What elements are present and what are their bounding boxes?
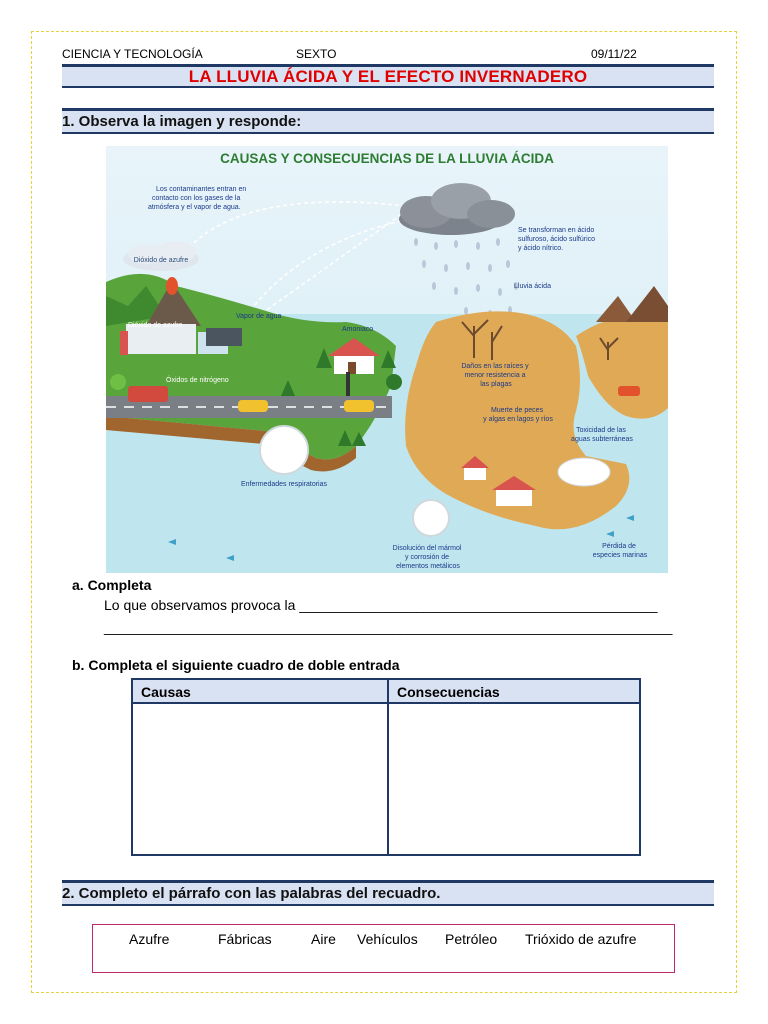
volcano-fire [166,277,178,295]
fish-note: Muerte de peces y algas en lagos y ríos [483,407,553,423]
transform-note: Se transforman en ácido sulfuroso, ácido sulfúrico y ácido nítrico. [518,227,596,252]
acid-rain-illustration [106,146,668,573]
word-bank-item: Petróleo [445,931,498,947]
roots-note: Daños en las raíces y menor resistencia a las plagas [461,363,529,388]
groundwater-inset [558,458,610,486]
contaminants-note: Los contaminantes entran en contacto con los gases de la atmósfera y el vapor de agua. [148,186,247,211]
section-1-bar [62,108,714,134]
ammonia-label: Amoniaco [342,326,374,333]
farmhouse [496,488,532,506]
part-a-label: a. Completa [72,577,152,593]
traffic-light [346,372,350,396]
consequences-header: Consecuencias [388,679,640,703]
word-bank-item: Vehículos [357,931,418,947]
subject-label: CIENCIA Y TECNOLOGÍA [62,47,203,61]
nitrogen-label: Óxidos de nitrógeno [166,377,229,384]
svg-text:Dióxido de azufre: Dióxido de azufre [133,257,189,264]
marble-inset [413,500,449,536]
respiratory-label: Enfermedades respiratorias [241,481,327,488]
grade-label: SEXTO [296,47,337,61]
section-1-heading: 1. Observa la imagen y responde: [62,113,302,130]
worksheet-title-bar [62,64,714,88]
red-car [618,386,640,396]
respiratory-inset [260,426,308,474]
worksheet-title: LA LLUVIA ÁCIDA Y EL EFECTO INVERNADERO [188,67,588,86]
date-label: 09/11/22 [591,47,637,61]
illustration-title: CAUSAS Y CONSECUENCIAS DE LA LLUVIA ÁCIDA [220,151,554,166]
consequences-cell[interactable] [388,703,640,855]
causes-cell[interactable] [132,703,388,855]
farmhouse [464,466,486,480]
car [238,400,268,412]
part-a-sentence[interactable]: Lo que observamos provoca la ______________________________________________ [104,597,658,613]
species-note: Pérdida de especies marinas [592,543,648,559]
double-entry-table [131,678,641,856]
factory-dioxide-label: Dióxido de azufre [128,322,183,329]
part-a-answer-line[interactable]: _________________________________________________________________________ [104,619,673,635]
word-bank-item: Trióxido de azufre [525,931,637,947]
word-bank-item: Azufre [129,931,170,947]
car [344,400,374,412]
word-bank-item: Aire [311,931,336,947]
chimney [120,331,128,355]
causes-header: Causas [132,679,388,703]
section-2-heading: 2. Completo el párrafo con las palabras del recuadro. [62,885,441,902]
industrial-block [206,328,242,346]
page-header [62,47,714,61]
vapor-label: Vapor de agua [236,313,282,320]
word-bank-item: Fábricas [218,931,272,947]
part-b-label: b. Completa el siguiente cuadro de doble entrada [72,657,400,673]
toxicity-note: Toxicidad de las aguas subterráneas [571,427,633,443]
marble-note: Disolución del mármol y corrosión de elementos metálicos [392,545,462,570]
acid-rain-label: Lluvia ácida [514,283,551,290]
section-2-bar [62,880,714,906]
bus [128,386,168,402]
word-bank [92,924,675,973]
